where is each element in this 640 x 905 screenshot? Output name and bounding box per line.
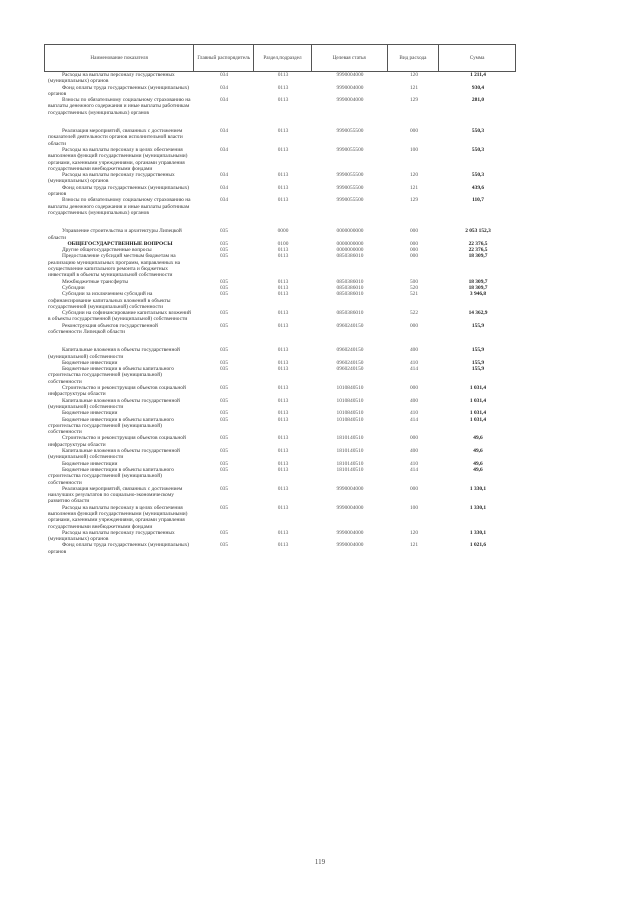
- row-name: Фонд оплаты труда государственных (муниципальных) органов: [48, 542, 190, 555]
- row-sum: 18 309,7: [468, 284, 488, 291]
- table-row: [44, 542, 516, 555]
- header-name: Наименование показателя: [45, 45, 194, 71]
- row-target: 9990055500: [336, 146, 364, 153]
- table-row: [44, 448, 516, 461]
- row-target: 1010840510: [336, 397, 364, 404]
- row-sum: 550,3: [471, 128, 485, 135]
- budget-table: [44, 44, 516, 555]
- row-name: Реконструкция объектов государственной собственности Липецкой области: [48, 322, 158, 335]
- row-exp-type: 400: [409, 347, 419, 354]
- row-section: 0100: [277, 240, 289, 247]
- row-exp-type: 120: [409, 72, 419, 78]
- row-main-manager: 034: [219, 197, 229, 204]
- row-main-manager: 034: [219, 146, 229, 153]
- row-sum: 18 309,7: [468, 278, 488, 285]
- row-main-manager: 035: [219, 485, 229, 492]
- row-main-manager: 035: [219, 448, 229, 455]
- row-main-manager: 035: [219, 228, 229, 235]
- table-row: [44, 505, 516, 530]
- row-main-manager: 035: [219, 253, 229, 260]
- row-sum: 49,6: [473, 448, 483, 455]
- row-main-manager: 035: [219, 359, 229, 366]
- table-row: [44, 172, 516, 185]
- table-header: [44, 44, 516, 72]
- row-sum: 155,9: [471, 322, 485, 329]
- row-section: 0113: [277, 247, 289, 254]
- row-exp-type: 120: [409, 172, 419, 179]
- table-row: [44, 310, 516, 323]
- row-exp-type: 414: [409, 466, 419, 473]
- row-sum: 1 031,4: [469, 416, 487, 423]
- row-target: 0850386010: [336, 310, 364, 317]
- row-target: 0960240150: [336, 322, 364, 329]
- row-section: 0113: [277, 397, 289, 404]
- row-section: 0113: [277, 504, 289, 511]
- row-target: 9990055500: [336, 197, 364, 204]
- row-section: 0113: [277, 460, 289, 467]
- row-sum: 281,0: [471, 97, 485, 104]
- row-name: Другие общегосударственные вопросы: [62, 247, 152, 254]
- row-exp-type: 500: [409, 278, 419, 285]
- row-exp-type: 000: [409, 228, 419, 235]
- header-exp-type: Вид расхода: [388, 45, 440, 71]
- row-target: 1010840510: [336, 385, 364, 392]
- row-name: Взносы по обязательному социальному страхованию на выплаты денежного содержания и иные выплаты работникам государственных (муниципальных) органов: [48, 197, 191, 216]
- row-section: 0113: [277, 184, 289, 191]
- row-main-manager: 035: [219, 284, 229, 291]
- header-section: Раздел,подраздел: [254, 45, 312, 71]
- row-section: 0113: [277, 359, 289, 366]
- row-main-manager: 035: [219, 247, 229, 254]
- row-section: 0113: [277, 284, 289, 291]
- row-section: 0113: [277, 72, 289, 78]
- row-target: 9990004000: [336, 529, 364, 536]
- row-main-manager: 035: [219, 347, 229, 354]
- row-exp-type: 129: [409, 97, 419, 104]
- row-name: Бюджетные инвестиции: [62, 359, 118, 366]
- row-main-manager: 035: [219, 416, 229, 423]
- row-target: 1010840510: [336, 410, 364, 417]
- row-section: 0113: [277, 542, 289, 549]
- row-section: 0113: [277, 410, 289, 417]
- row-name: Бюджетные инвестиции: [62, 460, 118, 467]
- table-row: [44, 366, 516, 385]
- row-exp-type: 520: [409, 284, 419, 291]
- row-main-manager: 035: [219, 366, 229, 373]
- row-name: Бюджетные инвестиции в объекты капитального строительства государственной (муниципальной) собственности: [48, 466, 174, 486]
- row-name: Строительство и реконструкция объектов социальной инфраструктуры области: [48, 435, 186, 448]
- row-name: Предоставление субсидий местным бюджетам на реализацию муниципальных программ, направленных на осуществление капитального ремонта и бюджетных инвестиций в объекты муниципальной собственности: [48, 253, 181, 279]
- row-sum: 550,3: [471, 146, 485, 153]
- row-target: 9990055500: [336, 172, 364, 179]
- row-name: Фонд оплаты труда государственных (муниципальных) органов: [48, 184, 190, 198]
- row-section: 0113: [277, 485, 289, 492]
- row-section: 0000: [277, 228, 289, 235]
- row-name: Расходы на выплаты персоналу в целях обеспечения выполнения функций государственными (муниципальными) органами, казенными учреждениями, органами управления государственными внебюджетными фондами: [48, 504, 188, 530]
- row-section: 0113: [277, 291, 289, 298]
- row-target: 9990004000: [336, 84, 364, 91]
- row-main-manager: 034: [219, 84, 229, 91]
- row-exp-type: 121: [409, 84, 419, 91]
- row-main-manager: 035: [219, 460, 229, 467]
- row-name: Бюджетные инвестиции: [62, 410, 118, 417]
- row-section: 0113: [277, 347, 289, 354]
- row-target: 0000000000: [336, 240, 364, 247]
- row-sum: 14 362,9: [468, 310, 488, 317]
- row-main-manager: 035: [219, 322, 229, 329]
- table-row: [44, 467, 516, 486]
- row-section: 0113: [277, 529, 289, 536]
- table-row: [44, 398, 516, 411]
- row-main-manager: 035: [219, 385, 229, 392]
- row-target: 9990055500: [336, 184, 364, 191]
- row-exp-type: 000: [409, 253, 419, 260]
- row-sum: 3 946,8: [469, 291, 487, 298]
- row-exp-type: 414: [409, 416, 419, 423]
- table-row: [44, 291, 516, 310]
- row-target: 0000000000: [336, 247, 364, 254]
- row-main-manager: 034: [219, 72, 229, 78]
- table-body: [44, 72, 516, 555]
- row-sum: 2 053 152,3: [465, 228, 491, 235]
- row-exp-type: 410: [409, 359, 419, 366]
- row-exp-type: 000: [409, 385, 419, 392]
- row-section: 0113: [277, 466, 289, 473]
- row-exp-type: 100: [409, 146, 419, 153]
- header-target: Целевая статья: [312, 45, 388, 71]
- row-target: 0000000000: [336, 228, 364, 235]
- row-sum: 22 376,5: [468, 240, 488, 247]
- row-main-manager: 035: [219, 466, 229, 473]
- row-target: 9990004000: [336, 485, 364, 492]
- row-target: 9990055500: [336, 128, 364, 135]
- row-exp-type: 000: [409, 240, 419, 247]
- row-main-manager: 035: [219, 240, 229, 247]
- row-target: 1810140510: [336, 448, 364, 455]
- row-exp-type: 410: [409, 460, 419, 467]
- table-row: [44, 197, 516, 216]
- row-name: Управление строительства и архитектуры Липецкой области: [48, 228, 182, 241]
- row-target: 1810140510: [336, 466, 364, 473]
- row-name: Реализация мероприятий, связанных с достижением показателей деятельности органов исполнительной власти области: [48, 128, 183, 147]
- row-exp-type: 120: [409, 529, 419, 536]
- page-number: 119: [314, 858, 326, 866]
- header-main-manager: Главный распорядитель: [194, 45, 254, 71]
- row-target: 9990004000: [336, 97, 364, 104]
- row-sum: 18 309,7: [468, 253, 488, 260]
- row-sum: 930,4: [471, 84, 485, 91]
- row-exp-type: 410: [409, 410, 419, 417]
- row-main-manager: 035: [219, 310, 229, 317]
- row-section: 0113: [277, 385, 289, 392]
- table-row: [44, 323, 516, 336]
- row-target: 0960240150: [336, 347, 364, 354]
- row-name: ОБЩЕГОСУДАРСТВЕННЫЕ ВОПРОСЫ: [67, 240, 173, 247]
- row-section: 0113: [277, 366, 289, 373]
- row-name: Расходы на выплаты персоналу государственных (муниципальных) органов: [48, 72, 175, 85]
- row-exp-type: 400: [409, 448, 419, 455]
- row-sum: 155,9: [471, 359, 485, 366]
- row-section: 0113: [277, 146, 289, 153]
- row-main-manager: 035: [219, 504, 229, 511]
- row-sum: 1 031,4: [469, 397, 487, 404]
- row-main-manager: 035: [219, 291, 229, 298]
- row-target: 0960240150: [336, 359, 364, 366]
- table-row: [44, 385, 516, 398]
- row-exp-type: 129: [409, 197, 419, 204]
- table-row: [44, 147, 516, 172]
- row-section: 0113: [277, 253, 289, 260]
- table-row: [44, 435, 516, 448]
- row-target: 9990004000: [336, 504, 364, 511]
- row-exp-type: 521: [409, 291, 419, 298]
- row-section: 0113: [277, 128, 289, 135]
- row-section: 0113: [277, 84, 289, 91]
- row-sum: 1 021,6: [469, 542, 487, 549]
- row-sum: 1 330,1: [469, 504, 487, 511]
- row-main-manager: 034: [219, 128, 229, 135]
- row-name: Взносы по обязательному социальному страхованию на выплаты денежного содержания и иные выплаты работникам государственных (муниципальных) органов: [48, 97, 191, 116]
- table-row: [44, 97, 516, 116]
- row-exp-type: 000: [409, 485, 419, 492]
- row-main-manager: 034: [219, 97, 229, 104]
- row-section: 0113: [277, 197, 289, 204]
- row-sum: 49,6: [473, 466, 483, 473]
- row-sum: 22 376,5: [468, 247, 488, 254]
- row-section: 0113: [277, 435, 289, 442]
- table-row: [44, 128, 516, 147]
- row-target: 1810140510: [336, 435, 364, 442]
- row-section: 0113: [277, 416, 289, 423]
- row-name: Капитальные вложения в объекты государственной (муниципальной) собственности: [48, 397, 180, 410]
- row-sum: 1 031,4: [469, 410, 487, 417]
- row-name: Расходы на выплаты персоналу государственных (муниципальных) органов: [48, 529, 175, 543]
- row-name: Субсидии за исключением субсидий на софинансирование капитальных вложений в объекты государственной (муниципальной) собственности: [48, 291, 171, 310]
- row-section: 0113: [277, 448, 289, 455]
- row-sum: 1 031,4: [469, 385, 487, 392]
- row-section: 0113: [277, 172, 289, 179]
- row-main-manager: 034: [219, 184, 229, 191]
- row-exp-type: 121: [409, 184, 419, 191]
- row-main-manager: 035: [219, 529, 229, 536]
- row-name: Субсидии на софинансирование капитальных вложений в объекты государственной (муниципальной) собственности: [48, 310, 191, 323]
- row-target: 0850386010: [336, 278, 364, 285]
- row-target: 1810140510: [336, 460, 364, 467]
- row-main-manager: 035: [219, 435, 229, 442]
- row-name: Капитальные вложения в объекты государственной (муниципальной) собственности: [48, 347, 180, 360]
- row-exp-type: 000: [409, 322, 419, 329]
- row-sum: 49,6: [473, 435, 483, 442]
- row-exp-type: 121: [409, 542, 419, 549]
- table-row: [44, 228, 516, 241]
- table-row: [44, 85, 516, 98]
- row-exp-type: 000: [409, 128, 419, 135]
- row-main-manager: 035: [219, 410, 229, 417]
- row-exp-type: 400: [409, 397, 419, 404]
- table-row: [44, 185, 516, 198]
- row-name: Бюджетные инвестиции в объекты капитального строительства государственной (муниципальной) собственности: [48, 416, 174, 436]
- row-name: Расходы на выплаты персоналу государственных (муниципальных) органов: [48, 172, 175, 185]
- table-row: [44, 253, 516, 278]
- row-name: Строительство и реконструкция объектов социальной инфраструктуры области: [48, 385, 186, 398]
- row-name: Капитальные вложения в объекты государственной (муниципальной) собственности: [48, 448, 180, 461]
- row-section: 0113: [277, 278, 289, 285]
- row-target: 0960240150: [336, 366, 364, 373]
- row-section: 0113: [277, 310, 289, 317]
- row-exp-type: 100: [409, 504, 419, 511]
- row-target: 0850386010: [336, 253, 364, 260]
- row-target: 9990004000: [336, 542, 364, 549]
- row-section: 0113: [277, 97, 289, 104]
- row-sum: 110,7: [472, 197, 484, 204]
- row-exp-type: 000: [409, 247, 419, 254]
- row-sum: 155,9: [471, 366, 485, 373]
- row-sum: 1 330,1: [469, 485, 487, 492]
- row-exp-type: 522: [409, 310, 419, 317]
- row-sum: 1 330,1: [469, 529, 487, 536]
- table-row: [44, 417, 516, 436]
- row-name: Межбюджетные трансферты: [62, 278, 128, 285]
- row-main-manager: 035: [219, 542, 229, 549]
- table-row: [44, 347, 516, 360]
- row-name: Фонд оплаты труда государственных (муниципальных) органов: [48, 84, 190, 97]
- row-target: 0850386010: [336, 291, 364, 298]
- row-exp-type: 414: [409, 366, 419, 373]
- row-target: 0850386010: [336, 284, 364, 291]
- row-section: 0113: [277, 322, 289, 329]
- row-main-manager: 034: [219, 172, 229, 179]
- row-sum: 1 211,4: [470, 72, 486, 78]
- table-row: [44, 486, 516, 505]
- row-main-manager: 035: [219, 397, 229, 404]
- table-row: [44, 72, 516, 85]
- row-target: 9990004000: [336, 72, 364, 78]
- row-target: 1010840510: [336, 416, 364, 423]
- row-sum: 49,6: [473, 460, 483, 467]
- row-sum: 155,9: [471, 347, 485, 354]
- table-row: [44, 530, 516, 543]
- row-name: Бюджетные инвестиции в объекты капитального строительства государственной (муниципальной) собственности: [48, 366, 174, 385]
- header-sum: Сумма: [469, 55, 485, 61]
- row-name: Расходы на выплаты персоналу в целях обеспечения выполнения функций государственными (муниципальными) органами, казенными учреждениями, органами управления государственными внебюджетными фондами: [48, 146, 188, 172]
- row-exp-type: 000: [409, 435, 419, 442]
- row-sum: 550,3: [471, 172, 485, 179]
- row-sum: 439,6: [471, 184, 485, 191]
- row-name: Субсидии: [62, 284, 85, 291]
- row-main-manager: 035: [219, 278, 229, 285]
- row-name: Реализация мероприятий, связанных с достижением наилучших результатов по социально-экономическому развитию области: [48, 485, 183, 505]
